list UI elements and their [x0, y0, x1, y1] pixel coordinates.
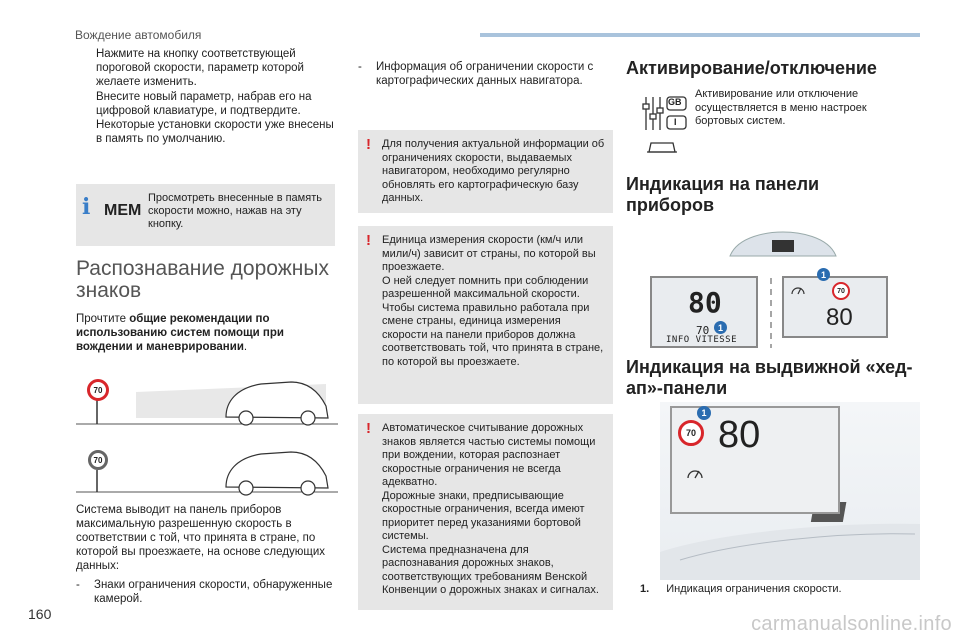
car-wheel [301, 481, 315, 495]
warning-icon: ! [366, 420, 371, 437]
hud-illustration [660, 402, 920, 580]
cluster-digital-speed: 80 [688, 286, 722, 319]
instruction-list [76, 47, 338, 146]
speed-limit-sign: 70 [832, 282, 850, 300]
mem-button-label: MEM [104, 202, 142, 219]
warning-box [358, 226, 613, 404]
section-title-recognition: Распознавание дорожных знаков [76, 257, 329, 302]
display-separator [765, 278, 777, 348]
info-box [76, 184, 335, 246]
dash-list [76, 578, 338, 606]
dash-icon: - [358, 61, 362, 73]
speedometer-icon [686, 464, 704, 480]
activation-text: Активирование или отключение осуществляется в меню настроек бортовых систем. [695, 88, 867, 127]
warning-icon: ! [366, 232, 371, 249]
watermark: carmanualsonline.info [751, 613, 952, 635]
list-item [76, 118, 338, 146]
bullet-icon [76, 90, 88, 118]
car-wheel [239, 411, 253, 425]
intro-paragraph [76, 312, 338, 354]
sign-camera-figure [76, 362, 338, 497]
hud-speed-value: 80 [718, 414, 761, 456]
legend-number: 1. [640, 583, 650, 595]
warning-icon: ! [366, 136, 371, 153]
warning-text: Для получения актуальной информации об ограничениях скорости, выдаваемых навигатором, необходимо регулярно обновлять его картографическую базу данных. [382, 138, 605, 204]
list-item-text: Информация об ограничении скорости с картографических данных навигатора. [376, 61, 594, 87]
dash-icon: - [76, 579, 80, 591]
cluster-info-text: INFO VITESSE [666, 335, 738, 345]
intro-link-text: общие рекомендации по использованию систем помощи при вождении и маневрировании [76, 313, 284, 353]
cluster-speed-value: 80 [826, 304, 853, 331]
running-header: Вождение автомобиля [75, 28, 202, 42]
warning-text: Единица измерения скорости (км/ч или мили/ч) зависит от страны, по которой вы проезжаете. О ней следует помнить при соблюдении разрешенной максимальной скорости. Чтобы система правильно работала при смене страны, единица измерения скорости на панели приборов должна соответствовать той, что принята в стране, по которой вы проезжаете. [382, 234, 604, 368]
warning-box [358, 130, 613, 213]
system-paragraph: Система выводит на панель приборов максимальную разрешенную скорость в соответствии с той, что принята в стране, по которой вы проезжаете, на основе следующих данных: [76, 504, 326, 572]
bullet-icon [76, 47, 88, 89]
info-text: Просмотреть внесенные в память скорости можно, нажав на эту кнопку. [148, 192, 322, 230]
settings-menu-icon [640, 92, 690, 162]
callout-marker: 1 [697, 406, 711, 420]
figure-legend [640, 582, 842, 596]
callout-marker: 1 [714, 321, 727, 334]
callout-marker: 1 [817, 268, 830, 281]
intro-prefix: Прочтите [76, 313, 130, 325]
speed-sign: 70 [87, 379, 109, 401]
hud-screen [670, 406, 840, 514]
cluster-display-alt [782, 276, 888, 338]
header-rule [480, 33, 920, 37]
title-hud: Индикация на выдвижной «хед-ап»-панели [626, 357, 913, 398]
intro-suffix: . [243, 341, 248, 353]
list-item [76, 578, 338, 606]
bullet-icon [76, 118, 88, 146]
gb-badge: GB [668, 97, 682, 107]
legend-text: Индикация ограничения скорости. [666, 583, 842, 595]
speedometer-icon [790, 282, 806, 296]
warning-box [358, 414, 613, 610]
cluster-small-limit: 70 [696, 324, 710, 337]
title-cluster: Индикация на панели приборов [626, 174, 820, 215]
list-item-text: Нажмите на кнопку соответствующей пороговой скорости, параметр которой желаете изменить. [96, 48, 304, 88]
list-item [76, 90, 338, 118]
list-item-text: Знаки ограничения скорости, обнаруженные камерой. [94, 579, 333, 605]
page-number: 160 [28, 606, 52, 622]
car-wheel [239, 481, 253, 495]
cluster-display [650, 276, 758, 348]
list-item [358, 60, 613, 88]
car-wheel [301, 411, 315, 425]
dashboard-icon [728, 228, 838, 264]
info-icon: i [82, 194, 91, 220]
speed-sign: 70 [88, 450, 108, 470]
list-item-text: Некоторые установки скорости уже внесены в память по умолчанию. [96, 119, 334, 145]
hud-speed-sign: 70 [678, 420, 704, 446]
info-badge: I [674, 117, 677, 127]
dash-list [358, 60, 613, 88]
title-activation: Активирование/отключение [626, 58, 877, 78]
warning-text: Автоматическое считывание дорожных знаков является частью системы помощи при вождении, которая распознает скоростные ограничения не всегда адекватно. Дорожные знаки, предписывающие скоростные ограничения, всегда имеют приоритет перед указаниями бортовой системы. Система предназначена для распознавания дорожных знаков, соответствующих требованиям Венской Конвенции о дорожных знаках и сигналах. [382, 422, 599, 596]
list-item-text: Внесите новый параметр, набрав его на цифровой клавиатуре, и подтвердите. [96, 91, 312, 117]
list-item [76, 47, 338, 89]
